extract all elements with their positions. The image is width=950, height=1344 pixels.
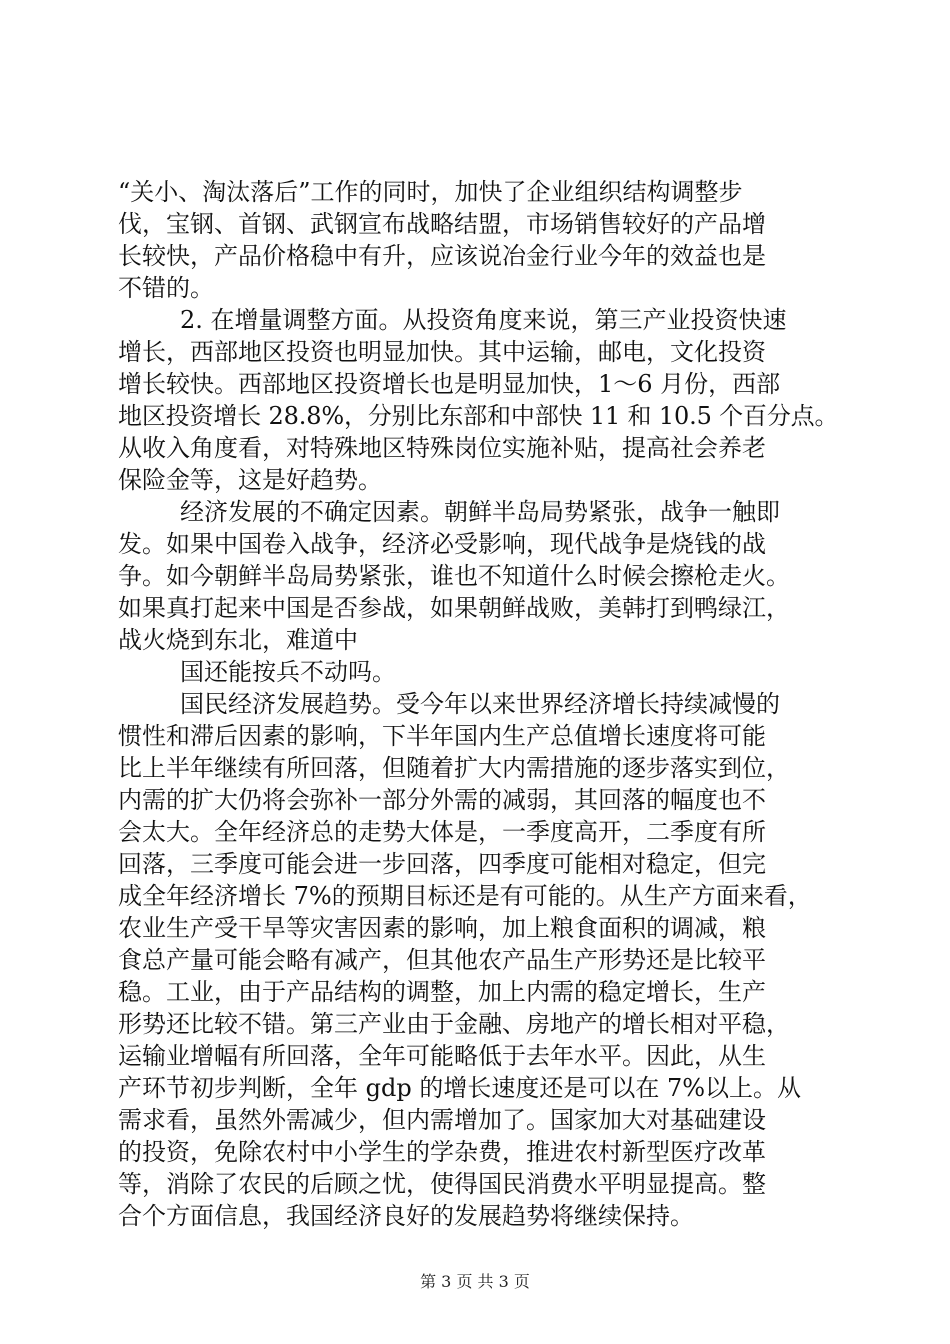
text-line: 回落，三季度可能会进一步回落，四季度可能相对稳定，但完 xyxy=(118,850,766,878)
text-line: 会太大。全年经济总的走势大体是，一季度高开，二季度有所 xyxy=(118,818,766,846)
text-line: 需求看，虽然外需减少，但内需增加了。国家加大对基础建设 xyxy=(118,1106,766,1134)
text-line: 食总产量可能会略有减产，但其他农产品生产形势还是比较平 xyxy=(118,946,766,974)
text-line: 的投资，免除农村中小学生的学杂费，推进农村新型医疗改革 xyxy=(118,1138,766,1166)
text-line: 地区投资增长 28.8%，分别比东部和中部快 11 和 10.5 个百分点。 xyxy=(118,402,839,430)
page-footer: 第 3 页 共 3 页 xyxy=(420,1272,530,1291)
text-line: 如果真打起来中国是否参战，如果朝鲜战败，美韩打到鸭绿江， xyxy=(118,594,790,622)
text-line: 成全年经济增长 7%的预期目标还是有可能的。从生产方面来看， xyxy=(118,882,812,910)
text-line: 经济发展的不确定因素。朝鲜半岛局势紧张，战争一触即 xyxy=(180,498,780,526)
text-line: 产环节初步判断，全年 gdp 的增长速度还是可以在 7%以上。从 xyxy=(118,1074,802,1102)
text-line: “关小、淘汰落后”工作的同时，加快了企业组织结构调整步 xyxy=(118,178,743,206)
text-line: 形势还比较不错。第三产业由于金融、房地产的增长相对平稳， xyxy=(118,1010,790,1038)
text-line: 合个方面信息，我国经济良好的发展趋势将继续保持。 xyxy=(118,1202,694,1230)
text-line: 不错的。 xyxy=(118,274,214,302)
text-line: 增长，西部地区投资也明显加快。其中运输，邮电，文化投资 xyxy=(118,338,766,366)
text-line: 国还能按兵不动吗。 xyxy=(180,658,396,686)
text-line: 从收入角度看，对特殊地区特殊岗位实施补贴，提高社会养老 xyxy=(118,434,766,462)
text-line: 发。如果中国卷入战争，经济必受影响，现代战争是烧钱的战 xyxy=(118,530,766,558)
text-line: 增长较快。西部地区投资增长也是明显加快，1～6 月份，西部 xyxy=(118,370,781,398)
text-line: 农业生产受干旱等灾害因素的影响，加上粮食面积的调减，粮 xyxy=(118,914,766,942)
text-line: 伐，宝钢、首钢、武钢宣布战略结盟，市场销售较好的产品增 xyxy=(118,210,766,238)
text-line: 国民经济发展趋势。受今年以来世界经济增长持续减慢的 xyxy=(180,690,780,718)
text-line: 内需的扩大仍将会弥补一部分外需的减弱，其回落的幅度也不 xyxy=(118,786,766,814)
text-line: 战火烧到东北，难道中 xyxy=(118,626,358,654)
text-line: 长较快，产品价格稳中有升，应该说冶金行业今年的效益也是 xyxy=(118,242,766,270)
text-line: 保险金等，这是好趋势。 xyxy=(118,466,382,494)
text-line: 2. 在增量调整方面。从投资角度来说，第三产业投资快速 xyxy=(180,306,787,334)
text-line: 等，消除了农民的后顾之忧，使得国民消费水平明显提高。整 xyxy=(118,1170,766,1198)
text-line: 稳。工业，由于产品结构的调整，加上内需的稳定增长，生产 xyxy=(118,978,766,1006)
text-line: 争。如今朝鲜半岛局势紧张，谁也不知道什么时候会擦枪走火。 xyxy=(118,562,790,590)
text-line: 惯性和滞后因素的影响，下半年国内生产总值增长速度将可能 xyxy=(118,722,766,750)
text-line: 比上半年继续有所回落，但随着扩大内需措施的逐步落实到位， xyxy=(118,754,790,782)
document-body xyxy=(118,176,838,1232)
text-line: 运输业增幅有所回落，全年可能略低于去年水平。因此，从生 xyxy=(118,1042,766,1070)
